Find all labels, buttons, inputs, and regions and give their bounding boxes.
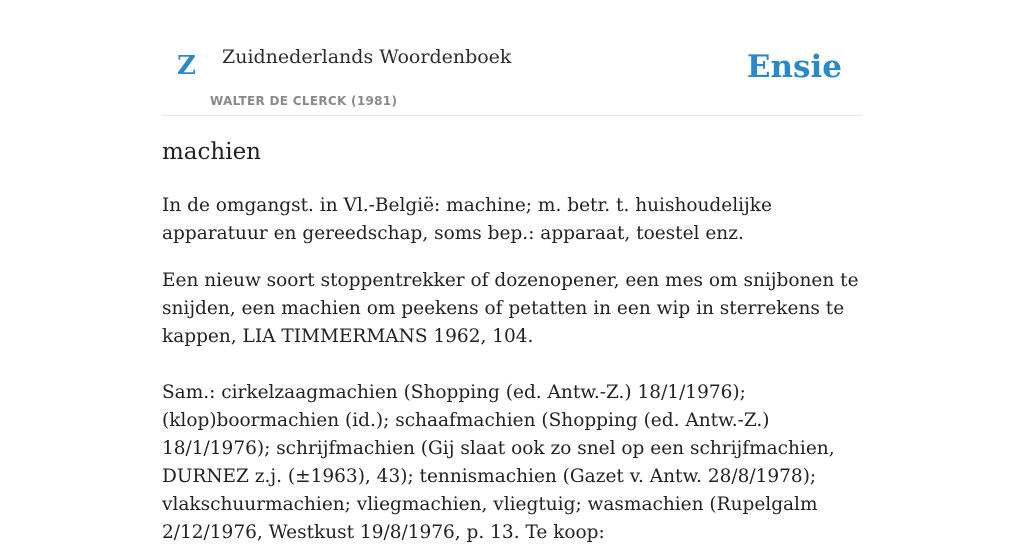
entry-definition: In de omgangst. in Vl.-België: machine; m. betr. t. huishoudelijke apparatuur en gereedschap, soms bep.: apparaat, toestel enz. bbox=[162, 195, 772, 244]
entry-quote: Een nieuw soort stoppentrekker of dozenopener, een mes om snijbonen te snijden, een machien om peekens of petatten in een wip in sterrekens te kappen, LIA TIMMERMANS 1962, 104. bbox=[162, 270, 859, 347]
page bbox=[162, 0, 862, 543]
header bbox=[162, 0, 862, 116]
brand-logo[interactable]: Ensie bbox=[746, 49, 842, 85]
entry-compounds: Sam.: cirkelzaagmachien (Shopping (ed. Antw.-Z.) 18/1/1976); (klop)boormachien (id.); schaafmachien (Shopping (ed. Antw.-Z.) 18/1/1976); schrijfmachien (Gij slaat ook zo snel op een schrijfmachien, DURNEZ z.j. (±1963), 43); tennismachien (Gazet v. Antw. 28/8/1978); vlakschuurmachien; vliegmachien, vliegtuig; wasmachien (Rupelgalm 2/12/1976, Westkust 19/8/1976, p. 13. Te koop: bbox=[162, 382, 835, 543]
dictionary-title[interactable]: Zuidnederlands Woordenboek bbox=[222, 46, 512, 68]
dictionary-logo[interactable]: Z bbox=[177, 51, 196, 81]
dictionary-author: WALTER DE CLERCK (1981) bbox=[210, 94, 398, 108]
entry-headword: machien bbox=[162, 139, 261, 165]
